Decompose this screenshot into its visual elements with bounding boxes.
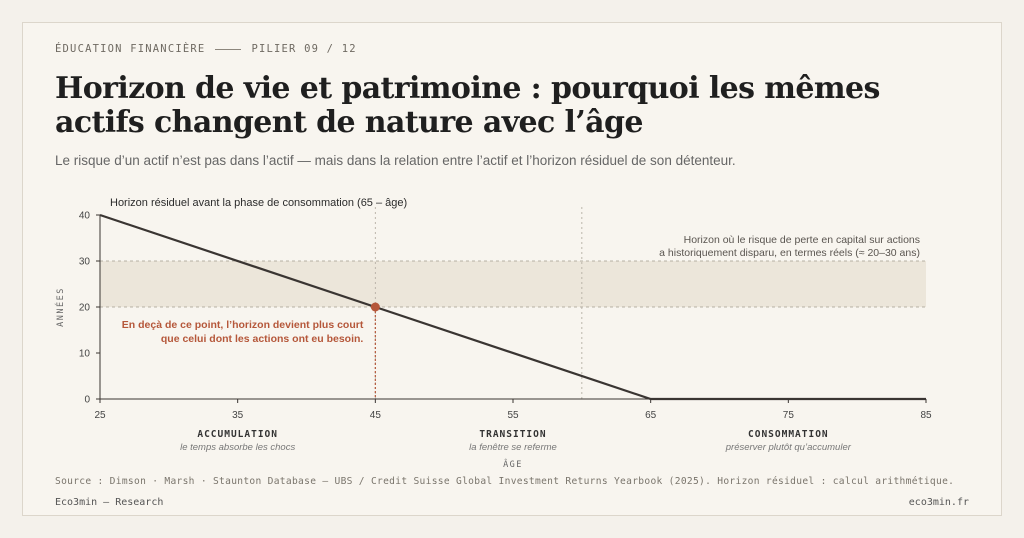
y-tick-label: 30 (78, 256, 90, 268)
phase-name: CONSOMMATION (748, 429, 829, 440)
x-tick-label: 45 (369, 410, 381, 421)
y-tick-label: 0 (84, 394, 90, 406)
band-annotation-line: a historiquement disparu, en termes réels (≈ 20–30 ans) (659, 247, 920, 259)
y-tick-label: 20 (78, 302, 90, 314)
y-tick-label: 40 (78, 210, 90, 222)
x-tick-label: 85 (920, 410, 932, 421)
y-axis-label: ANNÉES (56, 287, 66, 327)
site-link[interactable]: eco3min.fr (908, 497, 969, 508)
phase-desc: le temps absorbe les chocs (180, 442, 296, 453)
highlight-annotation-line: que celui dont les actions ont eu besoin. (160, 333, 364, 345)
horizon-band (100, 261, 926, 307)
band-annotation-line: Horizon où le risque de perte en capital sur actions (683, 234, 920, 246)
x-tick-label: 55 (507, 410, 519, 421)
x-tick-label: 75 (782, 410, 794, 421)
x-axis-label: ÂGE (503, 460, 523, 470)
page-subtitle: Le risque d’un actif n’est pas dans l’actif — mais dans la relation entre l’actif et l’horizon résiduel de son détenteur. (55, 153, 736, 168)
phase-name: TRANSITION (479, 429, 547, 440)
kicker-section: ÉDUCATION FINANCIÈRE (55, 43, 206, 55)
x-tick-label: 35 (232, 410, 244, 421)
brand-label: Eco3min — Research (55, 497, 164, 508)
highlight-annotation-line: En deçà de ce point, l’horizon devient plus court (121, 319, 364, 331)
page-title: Horizon de vie et patrimoine : pourquoi les mêmes actifs changent de nature avec l’âge (55, 71, 880, 140)
kicker-pillar: PILIER 09 / 12 (251, 43, 357, 55)
phase-desc: la fenêtre se referme (469, 442, 557, 453)
source-note: Source : Dimson · Marsh · Staunton Database — UBS / Credit Suisse Global Investment Returns Yearbook (2025). Horizon résiduel : calcul arithmétique. (55, 476, 955, 487)
x-tick-label: 65 (645, 410, 657, 421)
highlight-point (371, 303, 380, 312)
phase-desc: préserver plutôt qu’accumuler (725, 442, 851, 453)
phase-name: ACCUMULATION (197, 429, 278, 440)
x-tick-label: 25 (94, 410, 106, 421)
chart-title: Horizon résiduel avant la phase de consommation (65 – âge) (110, 197, 408, 209)
y-tick-label: 10 (78, 348, 90, 360)
